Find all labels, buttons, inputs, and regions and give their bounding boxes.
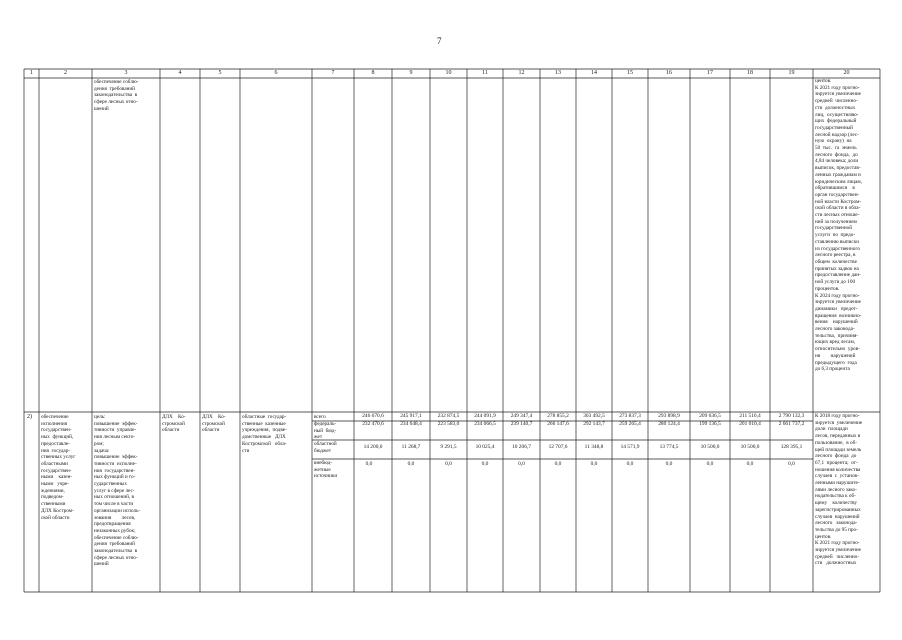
- amount-federal: 199 136,5: [699, 421, 721, 427]
- row-number: 2): [27, 414, 32, 420]
- amount-federal: 239 140,7: [510, 421, 533, 427]
- col-header: 16: [666, 70, 672, 76]
- col-header: 6: [274, 70, 278, 76]
- row-responsible-executor: ДЛХ Ко- стромской области: [162, 414, 186, 434]
- col-header: 12: [518, 70, 525, 76]
- amount-extrabudget: 0,0: [788, 461, 795, 467]
- amount-extrabudget: 0,0: [481, 461, 489, 467]
- col-header: 17: [707, 70, 713, 76]
- amount-extrabudget: 0,0: [626, 461, 634, 467]
- amount-extrabudget: 0,0: [706, 461, 714, 467]
- amount-regional: 9 291,5: [440, 444, 457, 450]
- col-header: 19: [788, 70, 795, 76]
- amount-regional: 11 348,8: [584, 444, 604, 450]
- source-regional: областной бюджет: [314, 441, 337, 454]
- amount-regional: 128 395,1: [780, 444, 803, 450]
- amount-regional: 10 206,7: [512, 444, 531, 450]
- amount-total: 2 790 132,3: [778, 413, 805, 419]
- amount-extrabudget: 0,0: [365, 461, 373, 467]
- amount-extrabudget: 0,0: [407, 461, 415, 467]
- amount-federal: 234 648,4: [400, 421, 422, 427]
- amount-federal: 2 661 737,2: [778, 421, 805, 427]
- col-header: 3: [124, 70, 128, 76]
- amount-total: 244 091,9: [474, 413, 496, 419]
- col-header: 8: [371, 70, 375, 76]
- amount-regional: 10 025,4: [475, 444, 495, 450]
- source-extrabudget: внебюд- жетные источники: [314, 460, 338, 480]
- amount-total: 246 670,6: [362, 413, 384, 419]
- amount-extrabudget: 0,0: [445, 461, 452, 467]
- col-header: 11: [482, 70, 488, 76]
- amount-federal: 223 583,0: [437, 421, 460, 427]
- col-header: 1: [30, 70, 33, 76]
- amount-total: 293 898,9: [658, 413, 680, 419]
- row-goal-tasks: цель: повышение эффек- тивности управле- ния лесным секто- ром; задача: повышение эффек- тивности исполне- ния государствен- ных функций и го- сударственных услуг в сфере лес- ных отношений, в том числе в части организации исполь- зования лесов, предотвращения незаконных рубок; обеспечение соблю- дения требований законодательства в сфере лесных отно- шений: [94, 414, 141, 568]
- amount-regional: 10 500,0: [700, 444, 720, 450]
- col-header: 10: [445, 70, 452, 76]
- row-expected-results: К 2018 году прогно- зируется увеличение доли площади лесов, переданных в пользование, в об- щей площади земель лесного фонда до 67,1 процента; от- ношения количества случаев с установ- ленными нарушите- лями лесного зако- нодательства к об- щему количеству зарегистрированных случаев нарушений лесного законода- тельства до 95 про- центов. К 2021 году прогно- зируется увеличение средней численно- сти должностных: [815, 413, 863, 567]
- amount-federal: 292 143,7: [583, 421, 605, 427]
- amount-regional: 11 268,7: [401, 444, 421, 450]
- amount-total: 232 874,5: [437, 413, 460, 419]
- col-header: 2: [64, 70, 67, 76]
- amount-federal: 232 470,6: [362, 421, 384, 427]
- col-header: 9: [409, 70, 413, 76]
- col-header: 5: [218, 70, 222, 76]
- amount-total: 211 510,4: [739, 413, 761, 419]
- amount-extrabudget: 0,0: [746, 461, 754, 467]
- row-name: обеспечение исполнения государствен- ных функций, предоставле- ния государ- ственных услуг областными государствен- ными казен- ными учре- ждениями, подведом- ственными ДЛХ Костром- ской области: [41, 414, 76, 521]
- amount-federal: 266 147,6: [547, 421, 569, 427]
- col-header: 20: [843, 70, 850, 76]
- col-header: 7: [331, 70, 335, 76]
- amount-federal: 201 010,4: [739, 421, 761, 427]
- prev-row-goal-text: обеспечение соблю- дения требований законодательства в сфере лесных отно- шений: [94, 79, 139, 112]
- row-coexecutor: ДЛХ Ко- стромской области: [202, 414, 226, 434]
- amount-total: 209 636,5: [699, 413, 721, 419]
- amount-regional: 13 774,5: [659, 444, 679, 450]
- col-header: 18: [747, 70, 753, 76]
- amount-extrabudget: 0,0: [590, 461, 598, 467]
- col-header: 4: [178, 70, 182, 76]
- amount-regional: 10 500,0: [740, 444, 760, 450]
- amount-regional: 14 571,9: [620, 444, 640, 450]
- col-header: 13: [555, 70, 561, 76]
- amount-total: 245 917,1: [400, 413, 422, 419]
- prev-row-expected-results: центов. К 2021 году прогно- зируется увеличение средней численно- сти должностных лиц, осуществляю- щих федеральный государственный лесной надзор (лес- ную охрану) на 50 тыс. га земель лесного фонда, до 4,84 человека; доли выписок, предостав- ленных гражданам и юридическим лицам, обратившимся в орган государствен- ной власти Костром- ской области в обла- сти лесных отноше- ний за получением государственной услуги по предо- ставлению выписки из государственного лесного реестра, в общем количестве принятых задвок на предоставление дан- ной услуги до 100 процентов. К 2024 году прогно- зируется увеличение динамики предот- вращения возникно- вения нарушений лесного законода- тельства, причиня- ющих вред лесам, относительно уров- ня нарушений предыдущего года до 6,3 процента: [815, 78, 862, 373]
- source-total: всего: [314, 414, 326, 420]
- amount-total: 273 837,3: [619, 413, 641, 419]
- amount-regional: 14 200,0: [363, 444, 383, 450]
- amount-extrabudget: 0,0: [554, 461, 562, 467]
- amount-extrabudget: 0,0: [665, 461, 673, 467]
- amount-total: 303 492,5: [583, 413, 605, 419]
- amount-total: 249 347,4: [510, 413, 533, 419]
- source-federal: федераль- ный бюд- жет: [314, 421, 337, 441]
- amount-extrabudget: 0,0: [518, 461, 525, 467]
- page-number: 7: [437, 36, 442, 46]
- row-participants: областные государ- ственные казенные учреждения, подве- домственные ДЛХ Костромской обла- сти: [242, 414, 287, 454]
- col-header: 14: [591, 70, 597, 76]
- amount-federal: 259 265,4: [619, 421, 641, 427]
- amount-regional: 12 707,6: [548, 444, 568, 450]
- amount-federal: 234 066,5: [474, 421, 496, 427]
- amount-total: 278 855,2: [547, 413, 569, 419]
- col-header: 15: [627, 70, 633, 76]
- amount-federal: 280 124,4: [658, 421, 680, 427]
